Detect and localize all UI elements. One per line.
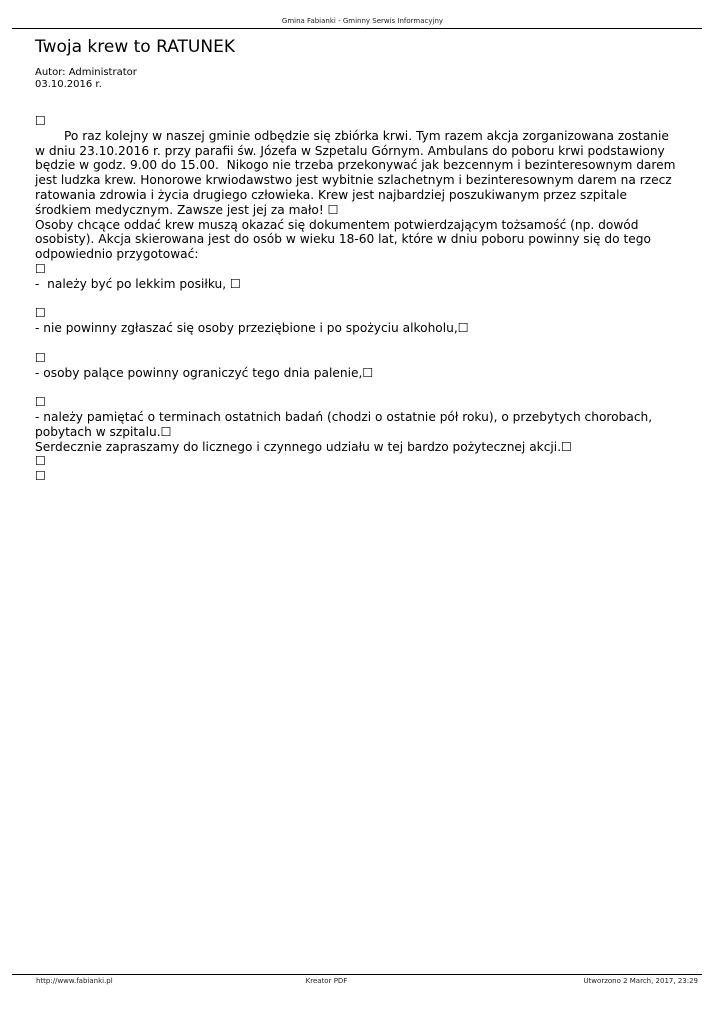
article-line: ☐ [35,350,46,365]
article-line: pobytach w szpitalu.☐ [35,424,172,439]
article-line: ☐ [35,469,46,484]
blank-line [35,292,700,307]
article-line: ☐ [35,306,46,321]
header-divider [12,28,702,29]
footer-divider [12,974,702,975]
article-body [35,114,700,484]
article-line: - osoby palące powinny ograniczyć tego dnia palenie,☐ [35,365,374,380]
article-line: jest ludzka krew. Honorowe krwiodawstwo jest wybitnie szlachetnym i bezinteresownym darem na rzecz [35,173,672,188]
article-line: osobisty). Akcja skierowana jest do osób w wieku 18-60 lat, które w dniu poboru powinny się do tego [35,232,651,247]
article-line: odpowiednio przygotować: [35,247,199,262]
footer-created: Utworzono 2 March, 2017, 23:29 [583,977,698,985]
article-line-indented [35,129,700,144]
article-line: - należy być po lekkim posiłku, ☐ [35,276,241,291]
footer-url: http://www.fabianki.pl [36,977,113,985]
blank-line [35,336,700,351]
article-line: ☐ [35,114,46,128]
article-line-text: Po raz kolejny w naszej gminie odbędzie się zbiórka krwi. Tym razem akcja zorganizowana zostanie [64,128,669,143]
article-author: Autor: Administrator [35,67,137,78]
article-line: ratowania zdrowia i życia drugiego człowieka. Krew jest najbardziej poszukiwanym przez szpitale [35,187,627,202]
article-title: Twoja krew to RATUNEK [35,37,235,57]
article-line: Serdecznie zapraszamy do licznego i czynnego udziału w tej bardzo pożytecznej akcji.☐ [35,439,572,454]
site-header-title: Gmina Fabianki - Gminny Serwis Informacyjny [281,17,444,25]
article-date: 03.10.2016 r. [35,79,102,90]
footer-generator: Kreator PDF [305,977,348,985]
article-line: środkiem medycznym. Zawsze jest jej za mało! ☐ [35,202,339,217]
article-line: Osoby chcące oddać krew muszą okazać się dokumentem potwierdzającym tożsamość (np. dowód [35,217,639,232]
blank-line [35,380,700,395]
article-line: - nie powinny zgłaszać się osoby przeziębione i po spożyciu alkoholu,☐ [35,321,469,336]
article-line: ☐ [35,395,46,410]
article-line: w dniu 23.10.2016 r. przy parafii św. Józefa w Szpetalu Górnym. Ambulans do poboru krwi podstawiony [35,143,665,158]
article-line: ☐ [35,454,46,469]
article-line: będzie w godz. 9.00 do 15.00. Nikogo nie trzeba przekonywać jak bezcennym i bezinteresownym darem [35,158,676,173]
article-line: - należy pamiętać o terminach ostatnich badań (chodzi o ostatnie pół roku), o przebytych chorobach, [35,409,653,424]
article-line: ☐ [35,261,46,276]
